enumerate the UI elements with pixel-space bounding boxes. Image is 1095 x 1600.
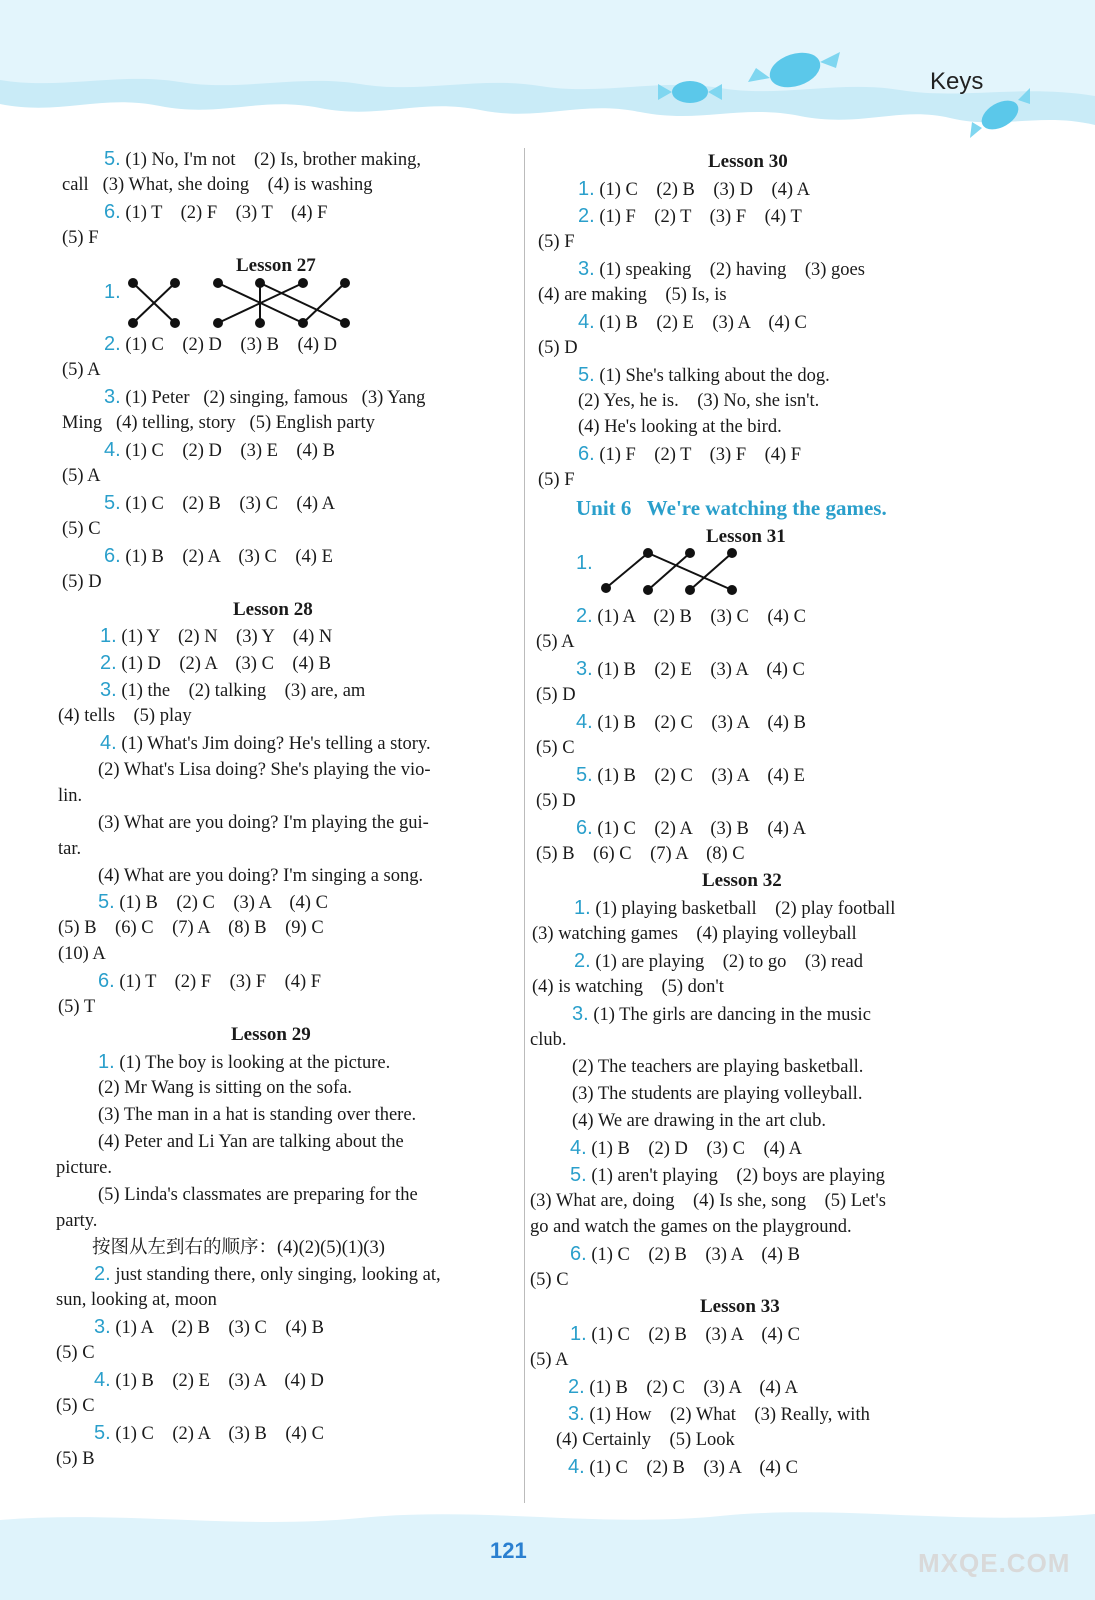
answer-line: (5) D [62,572,102,592]
answer-line: (5) A [536,632,575,652]
answer-line: (5) C [62,519,101,539]
answer-line: (1) B (2) C (3) A (4) C [119,893,328,913]
answer-line: (2) Mr Wang is sitting on the sofa. [98,1078,353,1098]
item-number: 3. [568,1403,585,1425]
answer-line: (1) C (2) B (3) A (4) C [591,1325,800,1345]
item-number: 3. [572,1003,589,1025]
answer-line: (1) She's talking about the dog. [599,366,830,386]
answer-line: (1) D (2) A (3) C (4) B [121,654,331,674]
answer-line: (1) B (2) C (3) A (4) B [597,713,806,733]
lesson-heading: Lesson 30 [708,151,788,172]
answer-line: (5) D [536,685,576,705]
answer-line: (2) Yes, he is. (3) No, she isn't. [578,391,820,411]
answer-line: (1) playing basketball (2) play football [595,899,896,919]
page-number: 121 [490,1538,527,1563]
item-number: 2. [568,1376,585,1398]
answer-line: lin. [58,786,83,806]
item-number: 4. [576,711,593,733]
answer-line: (1) C (2) A (3) B (4) A [597,819,806,839]
item-number: 1. [104,281,121,303]
answer-line: (4) Peter and Li Yan are talking about the [98,1132,404,1152]
answer-line: (3) The students are playing volleyball. [572,1084,863,1104]
item-number: 5. [98,891,115,913]
answer-line: (1) C (2) D (3) E (4) B [125,441,335,461]
answer-line: (3) What are, doing (4) Is she, song (5) Let's [530,1191,886,1211]
lesson-heading: Lesson 31 [706,526,786,547]
lesson-heading: Lesson 28 [233,599,313,620]
item-number: 5. [570,1164,587,1186]
item-number: 6. [578,443,595,465]
answer-line: (4) We are drawing in the art club. [572,1111,826,1131]
answer-line: (4) What are you doing? I'm singing a song. [98,866,424,886]
matching-lines-diagram [128,278,360,330]
item-number: 2. [104,333,121,355]
answer-line: (1) No, I'm not (2) Is, brother making, [125,150,421,170]
item-number: 6. [98,970,115,992]
lesson-heading: Lesson 29 [231,1024,311,1045]
answer-line: (1) The girls are dancing in the music [593,1005,871,1025]
answer-line: (1) speaking (2) having (3) goes [599,260,865,280]
answer-line: Ming (4) telling, story (5) English party [62,413,375,433]
item-number: 5. [104,148,121,170]
answer-line: (1) F (2) T (3) F (4) F [599,445,802,465]
answer-line: (5) A [62,466,101,486]
answer-line: (1) A (2) B (3) C (4) C [597,607,806,627]
item-number: 4. [578,311,595,333]
answer-line: (1) B (2) C (3) A (4) E [597,766,805,786]
answer-line: (1) Y (2) N (3) Y (4) N [121,627,333,647]
answer-line: (1) aren't playing (2) boys are playing [591,1166,885,1186]
answer-line: (1) C (2) B (3) C (4) A [125,494,335,514]
answer-line: (5) B (6) C (7) A (8) C [536,844,745,864]
answer-line: (3) What are you doing? I'm playing the gui- [98,813,429,833]
answer-line: tar. [58,839,82,859]
item-number: 3. [100,679,117,701]
answer-line: club. [530,1030,567,1050]
item-number: 5. [104,492,121,514]
answer-line: (5) C [56,1396,95,1416]
answer-line: (4) Certainly (5) Look [556,1430,735,1450]
item-number: 1. [578,178,595,200]
answer-line: (5) D [536,791,576,811]
item-number: 3. [578,258,595,280]
answer-line: (5) B (6) C (7) A (8) B (9) C [58,918,324,938]
item-number: 2. [94,1263,111,1285]
item-number: 2. [578,205,595,227]
answer-line: (1) B (2) E (3) A (4) C [597,660,805,680]
answer-line: (1) F (2) T (3) F (4) T [599,207,802,227]
answer-line: (4) are making (5) Is, is [538,285,727,305]
answer-line: (1) Peter (2) singing, famous (3) Yang [125,388,426,408]
answer-line: go and watch the games on the playground. [530,1217,852,1237]
answer-line: (5) C [530,1270,569,1290]
item-number: 4. [104,439,121,461]
answer-line: 按图从左到右的顺序：(4)(2)(5)(1)(3) [92,1238,385,1258]
item-number: 5. [576,764,593,786]
answer-line: (5) C [56,1343,95,1363]
answer-line: (1) C (2) A (3) B (4) C [115,1424,324,1444]
item-number: 4. [100,732,117,754]
answer-line: just standing there, only singing, looking at, [115,1265,441,1285]
item-number: 1. [570,1323,587,1345]
answer-line: (10) A [58,944,106,964]
answer-line: (5) C [536,738,575,758]
item-number: 6. [570,1243,587,1265]
item-number: 5. [578,364,595,386]
watermark: MXQE.COM [918,1548,1071,1578]
item-number: 4. [570,1137,587,1159]
answer-line: (1) T (2) F (3) T (4) F [125,203,328,223]
item-number: 1. [574,897,591,919]
answer-line: (3) The man in a hat is standing over there. [98,1105,417,1125]
lesson-heading: Lesson 32 [702,870,782,891]
item-number: 3. [94,1316,111,1338]
item-number: 4. [568,1456,585,1478]
item-number: 6. [576,817,593,839]
answer-line: (1) B (2) C (3) A (4) A [589,1378,798,1398]
item-number: 1. [98,1051,115,1073]
answer-line: (1) What's Jim doing? He's telling a story. [121,734,431,754]
item-number: 2. [574,950,591,972]
answer-line: (1) B (2) D (3) C (4) A [591,1139,802,1159]
item-number: 6. [104,545,121,567]
item-number: 5. [94,1422,111,1444]
answer-line: (4) He's looking at the bird. [578,417,782,437]
answer-line: (5) Linda's classmates are preparing for the [98,1185,418,1205]
answer-line: (1) C (2) D (3) B (4) D [125,335,337,355]
answer-line: (2) The teachers are playing basketball. [572,1057,864,1077]
item-number: 2. [100,652,117,674]
answer-line: (5) B [56,1449,95,1469]
answer-line: party. [56,1211,98,1231]
answer-line: (1) C (2) B (3) D (4) A [599,180,810,200]
answer-line: (1) are playing (2) to go (3) read [595,952,863,972]
answer-line: (1) How (2) What (3) Really, with [589,1405,870,1425]
answer-line: (5) F [538,470,575,490]
item-number: 3. [104,386,121,408]
answer-line: (1) B (2) A (3) C (4) E [125,547,333,567]
answer-line: (2) What's Lisa doing? She's playing the vio- [98,760,431,780]
item-number: 1. [100,625,117,647]
answer-line: (1) B (2) E (3) A (4) D [115,1371,324,1391]
answer-line: (1) T (2) F (3) F (4) F [119,972,322,992]
answer-line: (5) A [62,360,101,380]
lesson-heading: Lesson 33 [700,1296,780,1317]
item-number: 6. [104,201,121,223]
item-number: 3. [576,658,593,680]
column-divider [524,148,525,1503]
answer-line: (1) C (2) B (3) A (4) B [591,1245,800,1265]
answer-line: picture. [56,1158,112,1178]
answer-line: (5) A [530,1350,569,1370]
answer-line: (5) F [62,228,99,248]
answer-line: (5) F [538,232,575,252]
answer-line: call (3) What, she doing (4) is washing [62,175,373,195]
header-keys-label: Keys [930,68,984,95]
matching-lines-diagram [600,548,740,596]
answer-line: (5) T [58,997,96,1017]
unit-heading: Unit 6 We're watching the games. [576,496,887,520]
answer-line: (4) is watching (5) don't [532,977,724,997]
lesson-heading: Lesson 27 [236,255,316,276]
answer-line: (1) C (2) B (3) A (4) C [589,1458,798,1478]
answer-line: (5) D [538,338,578,358]
answer-line: sun, looking at, moon [56,1290,217,1310]
answer-line: (1) B (2) E (3) A (4) C [599,313,807,333]
item-number: 1. [576,552,593,574]
item-number: 4. [94,1369,111,1391]
answer-line: (1) The boy is looking at the picture. [119,1053,391,1073]
answer-line: (4) tells (5) play [58,706,192,726]
answer-line: (3) watching games (4) playing volleyball [532,924,857,944]
answer-line: (1) the (2) talking (3) are, am [121,681,366,701]
item-number: 2. [576,605,593,627]
answer-line: (1) A (2) B (3) C (4) B [115,1318,324,1338]
